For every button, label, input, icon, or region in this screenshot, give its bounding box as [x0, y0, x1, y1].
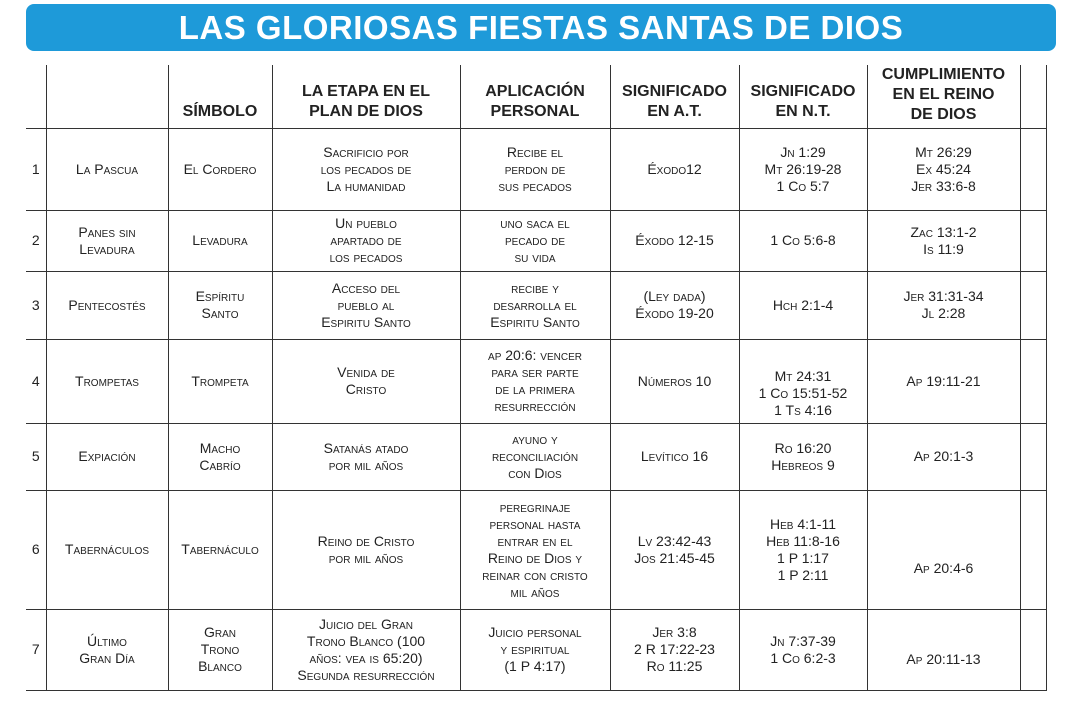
header-extra [1020, 65, 1046, 128]
extra-cell [1020, 271, 1046, 339]
symbol-cell: Gran Trono Blanco [168, 609, 272, 690]
fulfillment-cell: Zac 13:1-2 Is 11:9 [867, 210, 1020, 271]
at-cell: Éxodo12 [610, 128, 739, 210]
at-cell: Lv 23:42-43 Jos 21:45-45 [610, 490, 739, 609]
application-cell: Recibe el perdon de sus pecados [460, 128, 610, 210]
table-row [26, 339, 1046, 423]
stage-cell: Satanás atado por mil años [272, 423, 460, 490]
feast-name: Expiación [46, 423, 168, 490]
table-row [26, 490, 1046, 609]
header-num [26, 65, 46, 128]
nt-cell: Jn 1:29 Mt 26:19-28 1 Co 5:7 [739, 128, 867, 210]
fulfillment-cell: Ap 19:11-21 [867, 339, 1020, 423]
application-cell: ap 20:6: vencer para ser parte de la primera resurrección [460, 339, 610, 423]
header-aplicacion: APLICACIÓN PERSONAL [460, 65, 610, 128]
extra-cell [1020, 490, 1046, 609]
at-cell: Éxodo 12-15 [610, 210, 739, 271]
nt-cell: Hch 2:1-4 [739, 271, 867, 339]
at-cell: (Ley dada) Éxodo 19-20 [610, 271, 739, 339]
row-number: 6 [26, 490, 46, 609]
feasts-table [26, 65, 1047, 691]
row-number: 2 [26, 210, 46, 271]
row-number: 1 [26, 128, 46, 210]
extra-cell [1020, 423, 1046, 490]
row-number: 4 [26, 339, 46, 423]
application-cell: uno saca el pecado de su vida [460, 210, 610, 271]
fulfillment-cell: Ap 20:1-3 [867, 423, 1020, 490]
fulfillment-cell: Jer 31:31-34 Jl 2:28 [867, 271, 1020, 339]
stage-cell: Juicio del Gran Trono Blanco (100 años: vea is 65:20) Segunda resurrección [272, 609, 460, 690]
nt-cell: 1 Co 5:6-8 [739, 210, 867, 271]
row-number: 5 [26, 423, 46, 490]
header-nt: SIGNIFICADO EN N.T. [739, 65, 867, 128]
feast-name: Trompetas [46, 339, 168, 423]
application-cell: ayuno y reconciliación con Dios [460, 423, 610, 490]
table-row [26, 271, 1046, 339]
symbol-cell: Tabernáculo [168, 490, 272, 609]
nt-cell: Jn 7:37-39 1 Co 6:2-3 [739, 609, 867, 690]
feast-name: La Pascua [46, 128, 168, 210]
feast-name: Tabernáculos [46, 490, 168, 609]
symbol-cell: Trompeta [168, 339, 272, 423]
table-row [26, 609, 1046, 690]
feast-name: Panes sin Levadura [46, 210, 168, 271]
feast-name: Último Gran Día [46, 609, 168, 690]
extra-cell [1020, 210, 1046, 271]
header-at: SIGNIFICADO EN A.T. [610, 65, 739, 128]
symbol-cell: Levadura [168, 210, 272, 271]
header-name [46, 65, 168, 128]
row-number: 3 [26, 271, 46, 339]
stage-cell: Sacrificio por los pecados de La humanidad [272, 128, 460, 210]
header-simbolo: SÍMBOLO [168, 65, 272, 128]
stage-cell: Venida de Cristo [272, 339, 460, 423]
stage-cell: Acceso del pueblo al Espiritu Santo [272, 271, 460, 339]
row-number: 7 [26, 609, 46, 690]
at-cell: Levítico 16 [610, 423, 739, 490]
application-cell: peregrinaje personal hasta entrar en el Reino de Dios y reinar con cristo mil años [460, 490, 610, 609]
fulfillment-cell: Ap 20:11-13 [867, 609, 1020, 690]
header-row [26, 65, 1046, 128]
symbol-cell: Macho Cabrío [168, 423, 272, 490]
at-cell: Jer 3:8 2 R 17:22-23 Ro 11:25 [610, 609, 739, 690]
page-title: LAS GLORIOSAS FIESTAS SANTAS DE DIOS [178, 8, 904, 46]
extra-cell [1020, 339, 1046, 423]
stage-cell: Reino de Cristo por mil años [272, 490, 460, 609]
table-row [26, 128, 1046, 210]
header-cumplimiento: CUMPLIMIENTO EN EL REINO DE DIOS [867, 65, 1020, 128]
symbol-cell: El Cordero [168, 128, 272, 210]
nt-cell: Heb 4:1-11 Heb 11:8-16 1 P 1:17 1 P 2:11 [739, 490, 867, 609]
fulfillment-cell: Ap 20:4-6 [867, 490, 1020, 609]
nt-cell: Mt 24:31 1 Co 15:51-52 1 Ts 4:16 [739, 339, 867, 423]
feast-name: Pentecostés [46, 271, 168, 339]
header-etapa: LA ETAPA EN EL PLAN DE DIOS [272, 65, 460, 128]
title-banner [26, 4, 1056, 51]
stage-cell: Un pueblo apartado de los pecados [272, 210, 460, 271]
extra-cell [1020, 128, 1046, 210]
application-cell: Juicio personal y espiritual (1 P 4:17) [460, 609, 610, 690]
symbol-cell: Espíritu Santo [168, 271, 272, 339]
table-row [26, 423, 1046, 490]
application-cell: recibe y desarrolla el Espiritu Santo [460, 271, 610, 339]
extra-cell [1020, 609, 1046, 690]
fulfillment-cell: Mt 26:29 Ex 45:24 Jer 33:6-8 [867, 128, 1020, 210]
nt-cell: Ro 16:20 Hebreos 9 [739, 423, 867, 490]
at-cell: Números 10 [610, 339, 739, 423]
table-row [26, 210, 1046, 271]
